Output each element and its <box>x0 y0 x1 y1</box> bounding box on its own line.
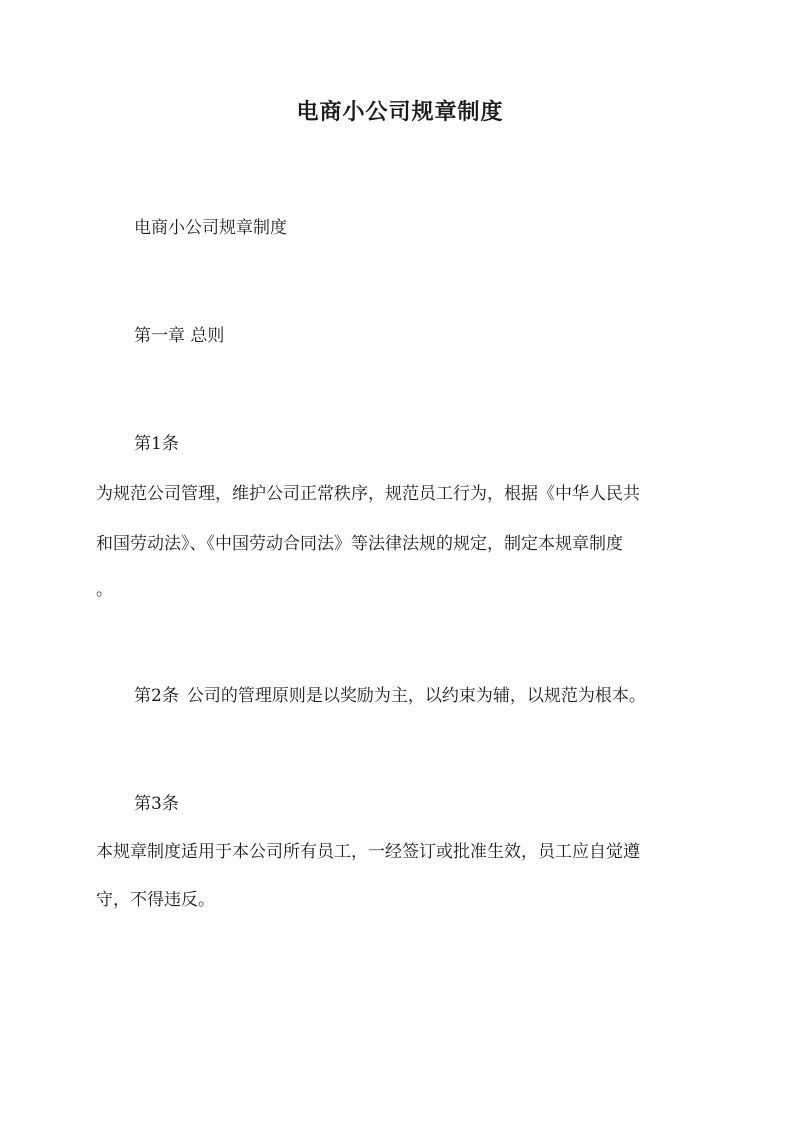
article-1-line-3: 。 <box>96 580 113 600</box>
article-3-label: 第3条 <box>134 794 179 814</box>
article-3-line-1: 本规章制度适用于本公司所有员工，一经签订或批准生效，员工应自觉遵 <box>96 842 640 862</box>
document-subtitle: 电商小公司规章制度 <box>134 218 287 238</box>
article-1-line-2: 和国劳动法》、《中国劳动合同法》等法律法规的规定，制定本规章制度 <box>96 534 623 554</box>
document-title: 电商小公司规章制度 <box>296 99 504 125</box>
article-2-label: 第2条 <box>134 686 179 706</box>
article-2-text: 公司的管理原则是以奖励为主，以约束为辅，以规范为根本。 <box>186 686 646 706</box>
article-1-label: 第1条 <box>134 434 179 454</box>
article-3-line-2: 守，不得违反。 <box>96 890 215 910</box>
chapter-heading: 第一章 总则 <box>134 326 225 346</box>
article-2 <box>134 684 646 708</box>
article-1-line-1: 为规范公司管理，维护公司正常秩序，规范员工行为，根据《中华人民共 <box>96 484 640 504</box>
